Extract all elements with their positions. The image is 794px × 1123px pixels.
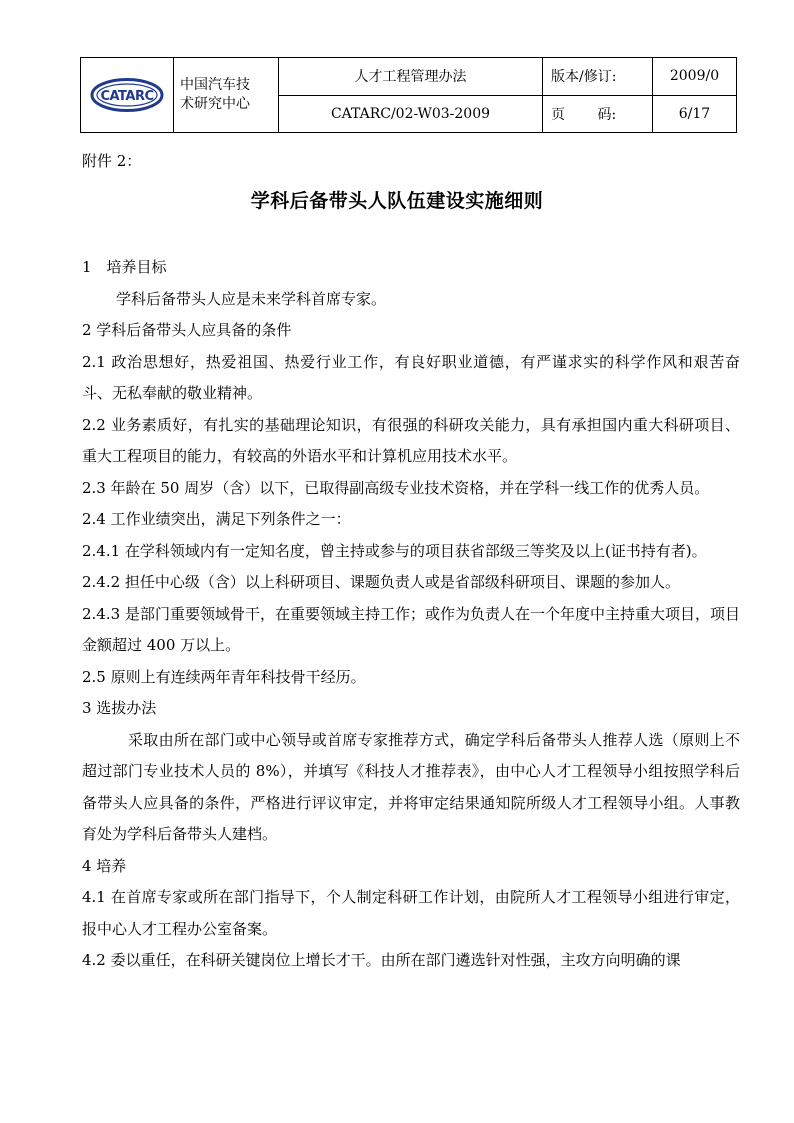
page-label: 页 码: bbox=[543, 95, 653, 133]
org-line-1: 中国汽车技 bbox=[180, 77, 250, 93]
paragraph: 学科后备带头人应是未来学科首席专家。 bbox=[116, 289, 387, 308]
section-heading: 3 选拔办法 bbox=[82, 699, 157, 717]
paragraph: 2.4 工作业绩突出，满足下列条件之一： bbox=[82, 510, 351, 528]
section-heading: 2 学科后备带头人应具备的条件 bbox=[82, 321, 292, 339]
paragraph: 4.2 委以重任，在科研关键岗位上增长才干。由所在部门遴选针对性强，主攻方向明确的课 bbox=[82, 951, 681, 969]
logo-text: CATARC bbox=[100, 89, 154, 104]
version-value: 2009/0 bbox=[653, 58, 737, 96]
doc-name: 人才工程管理办法 bbox=[279, 58, 543, 96]
document-body bbox=[82, 252, 740, 977]
section-heading: 4 培养 bbox=[82, 856, 127, 875]
version-label: 版本/修订: bbox=[543, 58, 653, 96]
doc-code: CATARC/02-W03-2009 bbox=[279, 95, 543, 133]
paragraph: 4.1 在首席专家或所在部门指导下，个人制定科研工作计划，由院所人才工程领导小组进行审定，报中心人才工程办公室备案。 bbox=[82, 888, 740, 938]
document-header-table bbox=[80, 57, 737, 133]
paragraph: 2.4.2 担任中心级（含）以上科研项目、课题负责人或是省部级科研项目、课题的参加人。 bbox=[82, 573, 680, 591]
attachment-label: 附件 2： bbox=[82, 152, 142, 170]
organization-name bbox=[174, 58, 279, 133]
paragraph: 采取由所在部门或中心领导或首席专家推荐方式，确定学科后备带头人推荐人选（原则上不超过部门专业技术人员的 8%），并填写《科技人才推荐表》，由中心人才工程领导小组按照学科后备带头人应具备的条件，严格进行评议审定，并将审定结果通知院所级人才工程领导小组。人事教育处为学科后备带头人建档。 bbox=[82, 730, 740, 843]
section-heading: 1 培养目标 bbox=[82, 258, 167, 276]
document-title: 学科后备带头人队伍建设实施细则 bbox=[250, 190, 544, 212]
page-value: 6/17 bbox=[653, 95, 737, 133]
paragraph: 2.4.3 是部门重要领域骨干，在重要领域主持工作；或作为负责人在一个年度中主持重大项目，项目金额超过 400 万以上。 bbox=[82, 604, 740, 654]
paragraph: 2.1 政治思想好，热爱祖国、热爱行业工作，有良好职业道德，有严谨求实的科学作风和艰苦奋斗、无私奉献的敬业精神。 bbox=[82, 352, 740, 402]
org-line-2: 术研究中心 bbox=[180, 96, 250, 112]
paragraph: 2.5 原则上有连续两年青年科技骨干经历。 bbox=[82, 667, 366, 686]
paragraph: 2.3 年龄在 50 周岁（含）以下，已取得副高级专业技术资格，并在学科一线工作的优秀人员。 bbox=[82, 478, 710, 497]
paragraph: 2.2 业务素质好，有扎实的基础理论知识，有很强的科研攻关能力，具有承担国内重大科研项目、重大工程项目的能力，有较高的外语水平和计算机应用技术水平。 bbox=[82, 415, 740, 465]
catarc-logo bbox=[90, 78, 164, 112]
paragraph: 2.4.1 在学科领域内有一定知名度，曾主持或参与的项目获省部级三等奖及以上(证书持有者)。 bbox=[82, 541, 707, 560]
logo-cell bbox=[81, 58, 174, 133]
